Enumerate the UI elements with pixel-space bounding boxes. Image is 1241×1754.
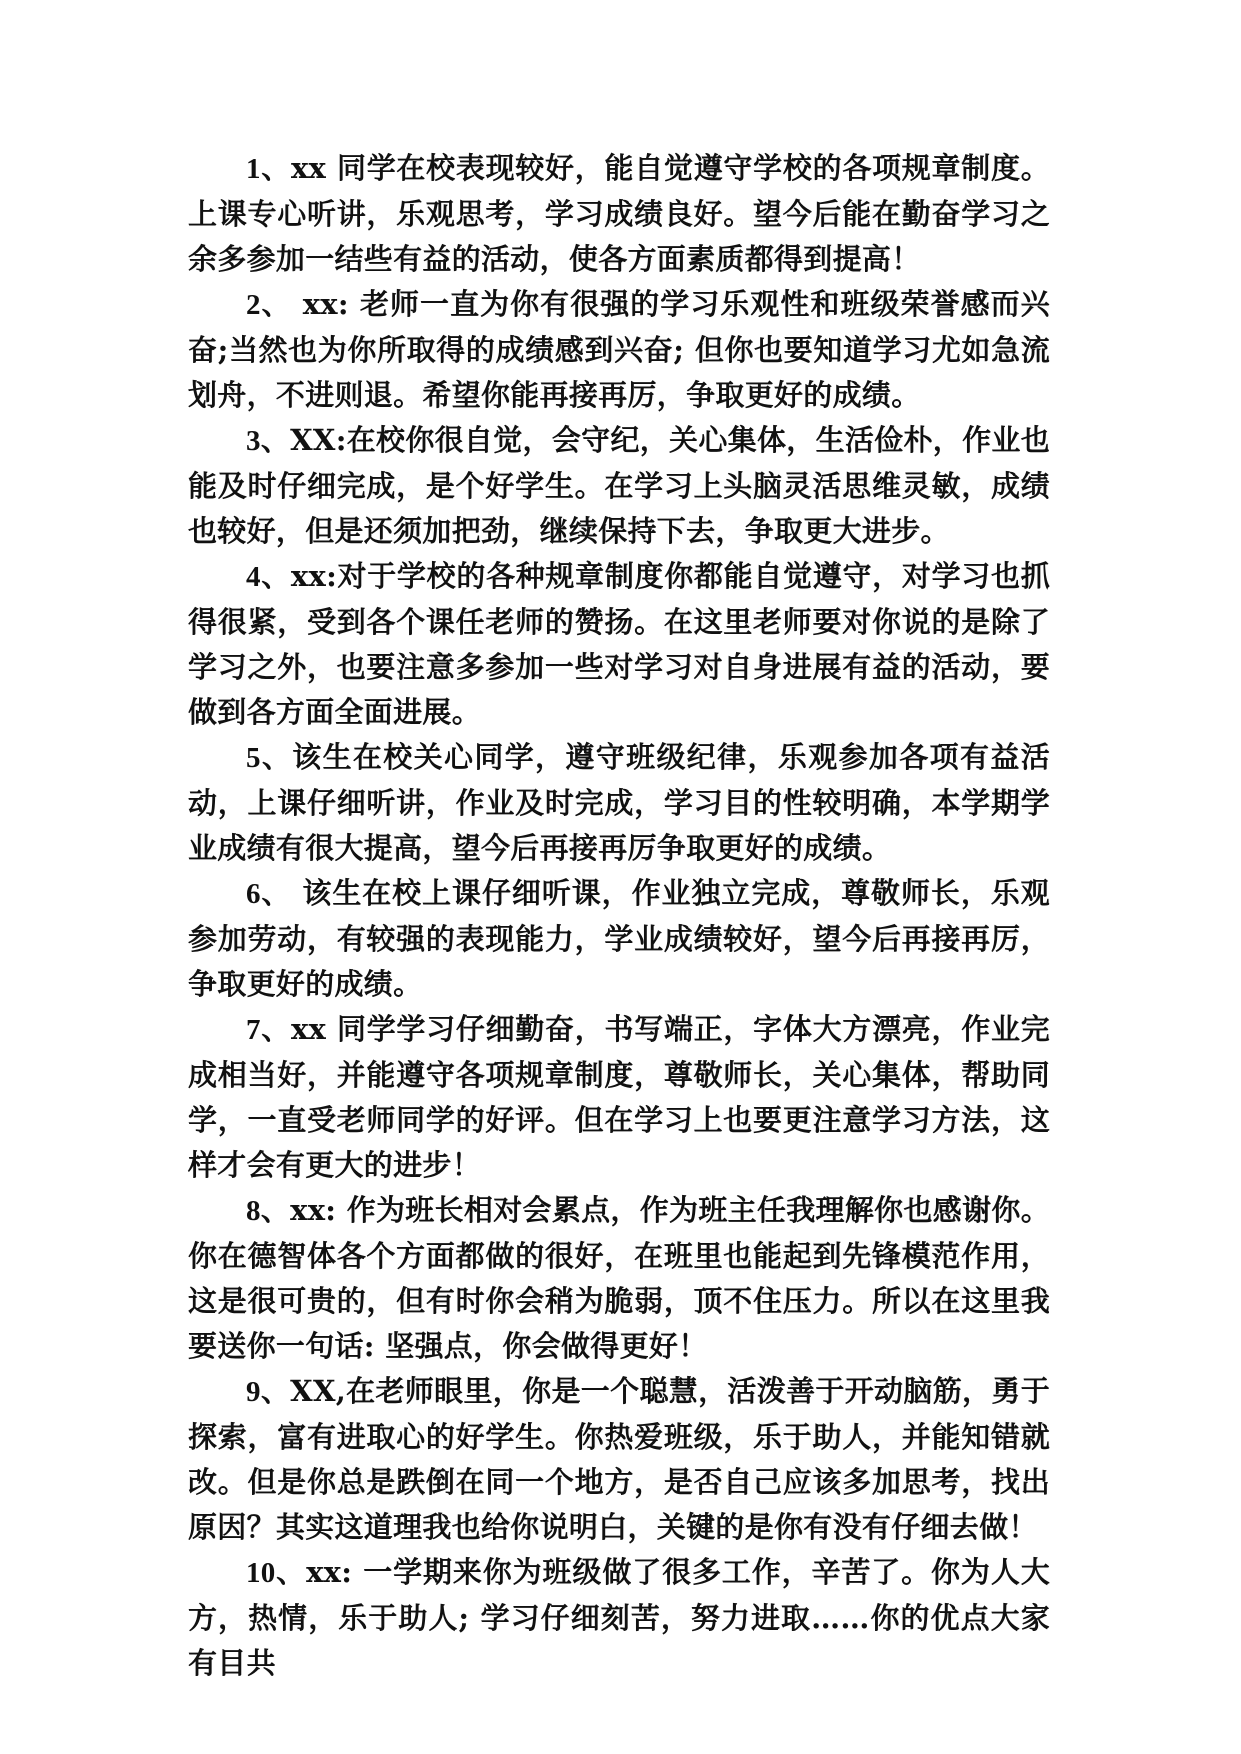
comment-paragraph-4 (188, 554, 1050, 735)
comment-paragraph-3 (188, 418, 1050, 554)
paragraph-number: 4、 (246, 561, 291, 593)
paragraph-number: 9、 (246, 1376, 291, 1408)
comment-paragraph-5 (188, 735, 1050, 871)
paragraph-text: 该生在校关心同学，遵守班级纪律，乐观参加各项有益活动，上课仔细听讲，作业及时完成，学习目的性较明确，本学期学业成绩有很大提高，望今后再接再厉争取更好的成绩。 (188, 740, 1050, 865)
paragraph-number: 7、 (246, 1014, 291, 1046)
paragraph-text: xx: 一学期来你为班级做了很多工作，辛苦了。你为人大方，热情，乐于助人; 学习仔细刻苦，努力进取……你的优点大家有目共 (188, 1555, 1050, 1680)
comment-paragraph-9 (188, 1369, 1050, 1550)
comment-paragraph-2 (188, 282, 1050, 418)
paragraph-text: XX,在老师眼里，你是一个聪慧，活泼善于开动脑筋，勇于探索，富有进取心的好学生。你热爱班级，乐于助人，并能知错就改。但是你总是跌倒在同一个地方，是否自己应该多加思考，找出原因？其实这道理我也给你说明白，关键的是你有没有仔细去做！ (188, 1374, 1050, 1544)
paragraph-number: 8、 (246, 1195, 291, 1227)
paragraph-text: XX:在校你很自觉，会守纪，关心集体，生活俭朴，作业也能及时仔细完成，是个好学生。在学习上头脑灵活思维灵敏，成绩也较好，但是还须加把劲，继续保持下去，争取更大进步。 (188, 423, 1050, 548)
paragraph-text: xx: 作为班长相对会累点，作为班主任我理解你也感谢你。你在德智体各个方面都做的很好，在班里也能起到先锋模范作用，这是很可贵的，但有时你会稍为脆弱，顶不住压力。所以在这里我要送你一句话: 坚强点，你会做得更好！ (188, 1193, 1050, 1363)
paragraph-text: 该生在校上课仔细听课，作业独立完成，尊敬师长，乐观参加劳动，有较强的表现能力，学业成绩较好，望今后再接再厉，争取更好的成绩。 (188, 876, 1050, 1001)
paragraph-number: 1、 (246, 153, 291, 185)
paragraph-number: 2、 (246, 289, 292, 321)
comment-paragraph-6 (188, 871, 1050, 1007)
paragraph-text: xx: 老师一直为你有很强的学习乐观性和班级荣誉感而兴奋;当然也为你所取得的成绩感到兴奋; 但你也要知道学习尤如急流划舟，不进则退。希望你能再接再厉，争取更好的成绩。 (188, 287, 1050, 412)
comment-paragraph-7 (188, 1007, 1050, 1188)
paragraph-number: 5、 (246, 742, 293, 774)
document-body (188, 146, 1050, 1686)
paragraph-number: 3、 (246, 425, 291, 457)
comment-paragraph-8 (188, 1188, 1050, 1369)
paragraph-text: xx:对于学校的各种规章制度你都能自觉遵守，对学习也抓得很紧，受到各个课任老师的赞扬。在这里老师要对你说的是除了学习之外，也要注意多参加一些对学习对自身进展有益的活动，要做到各方面全面进展。 (188, 559, 1050, 729)
comment-paragraph-10 (188, 1550, 1050, 1686)
paragraph-number: 6、 (246, 878, 292, 910)
paragraph-number: 10、 (246, 1557, 307, 1589)
paragraph-text: xx 同学在校表现较好，能自觉遵守学校的各项规章制度。上课专心听讲，乐观思考，学习成绩良好。望今后能在勤奋学习之余多参加一结些有益的活动，使各方面素质都得到提高！ (188, 151, 1050, 276)
comment-paragraph-1 (188, 146, 1050, 282)
paragraph-text: xx 同学学习仔细勤奋，书写端正，字体大方漂亮，作业完成相当好，并能遵守各项规章制度，尊敬师长，关心集体，帮助同学，一直受老师同学的好评。但在学习上也要更注意学习方法，这样才会有更大的进步！ (188, 1012, 1050, 1182)
